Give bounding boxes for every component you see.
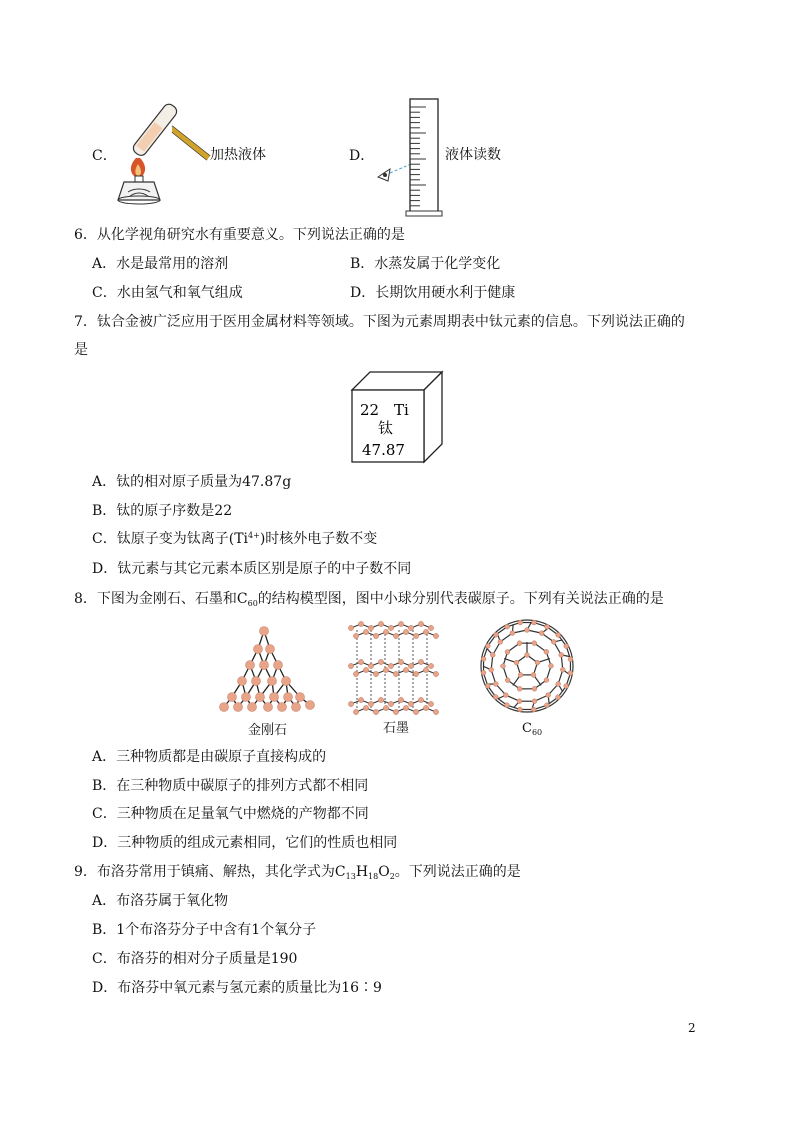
q8-stem [74,592,664,606]
ti-ion-charge: 4+ [248,531,260,540]
c60-caption [522,722,542,735]
q8-stem-sub: 60 [247,599,258,608]
q8-option-c: C．三种物质在足量氧气中燃烧的产物都不同 [92,806,369,822]
q9-stem-post: 。下列说法正确的是 [394,864,521,880]
q7-stem-line2: 是 [74,342,88,358]
q6-option-c: C．水由氢气和氧气组成 [92,285,243,301]
q6-option-d: D．长期饮用硬水利于健康 [350,285,516,301]
q7-option-c [92,532,377,546]
graphite-structure-figure [343,618,453,718]
q7-stem-line1: 7．钛合金被广泛应用于医用金属材料等领域。下图为元素周期表中钛元素的信息。下列说法正确的 [74,314,685,330]
q8-option-b: B．在三种物质中碳原子的排列方式都不相同 [92,778,369,794]
option-c-label: 加热液体 [210,147,266,163]
element-mass: 47.87 [362,441,405,459]
element-number: 22 [360,401,380,419]
diamond-structure-figure [212,625,322,715]
q9-stem-pre: 9．布洛芬常用于镇痛、解热，其化学式为C [74,864,346,880]
element-symbol: Ti [394,401,409,419]
q9-option-a: A．布洛芬属于氧化物 [92,893,229,909]
q9-stem [74,865,521,879]
c60-caption-sub: 60 [531,728,543,737]
formula-o: O [378,864,390,880]
q6-option-a: A．水是最常用的溶剂 [92,256,229,272]
q9-option-c: C．布洛芬的相对分子质量是190 [92,951,298,967]
q7-option-b: B．钛的原子序数是22 [92,503,233,519]
q7-option-c-post: )时核外电子数不变 [259,531,378,547]
element-name: 钛 [378,419,394,437]
q7-option-c-pre: C．钛原子变为钛离子( [92,531,235,547]
c60-structure-figure [477,618,577,718]
q8-option-d: D．三种物质的组成元素相同，它们的性质也相同 [92,835,398,851]
q6-stem: 6．从化学视角研究水有重要意义。下列说法正确的是 [74,227,405,243]
diamond-caption: 金刚石 [248,723,288,738]
option-c-letter: C． [92,148,117,164]
formula-sub-h: 18 [368,872,379,881]
formula-sub-o: 2 [389,872,395,881]
q9-option-b: B．1个布洛芬分子中含有1个氧分子 [92,922,317,938]
c60-caption-c: C [522,721,532,736]
heating-liquid-figure [110,100,210,210]
formula-sub-c: 13 [345,872,356,881]
q8-stem-pre: 8．下图为金刚石、石墨和C [74,591,248,607]
q7-option-d: D．钛元素与其它元素本质区别是原子的中子数不同 [92,561,412,577]
titanium-element-card [350,370,450,470]
option-d-label: 液体读数 [445,147,501,163]
option-d-letter: D． [349,148,375,164]
formula-h: H [355,864,369,880]
q8-option-a: A．三种物质都是由碳原子直接构成的 [92,749,327,765]
page-number: 2 [688,1021,696,1035]
q8-stem-post: 的结构模型图，图中小球分别代表碳原子。下列有关说法正确的是 [257,591,664,607]
ti-ion-symbol: Ti [234,531,249,547]
q9-option-d: D．布洛芬中氧元素与氢元素的质量比为16∶9 [92,980,382,996]
graphite-caption: 石墨 [383,721,410,736]
q7-option-a: A．钛的相对原子质量为47.87g [92,474,292,490]
q6-option-b: B．水蒸发属于化学变化 [350,256,501,272]
